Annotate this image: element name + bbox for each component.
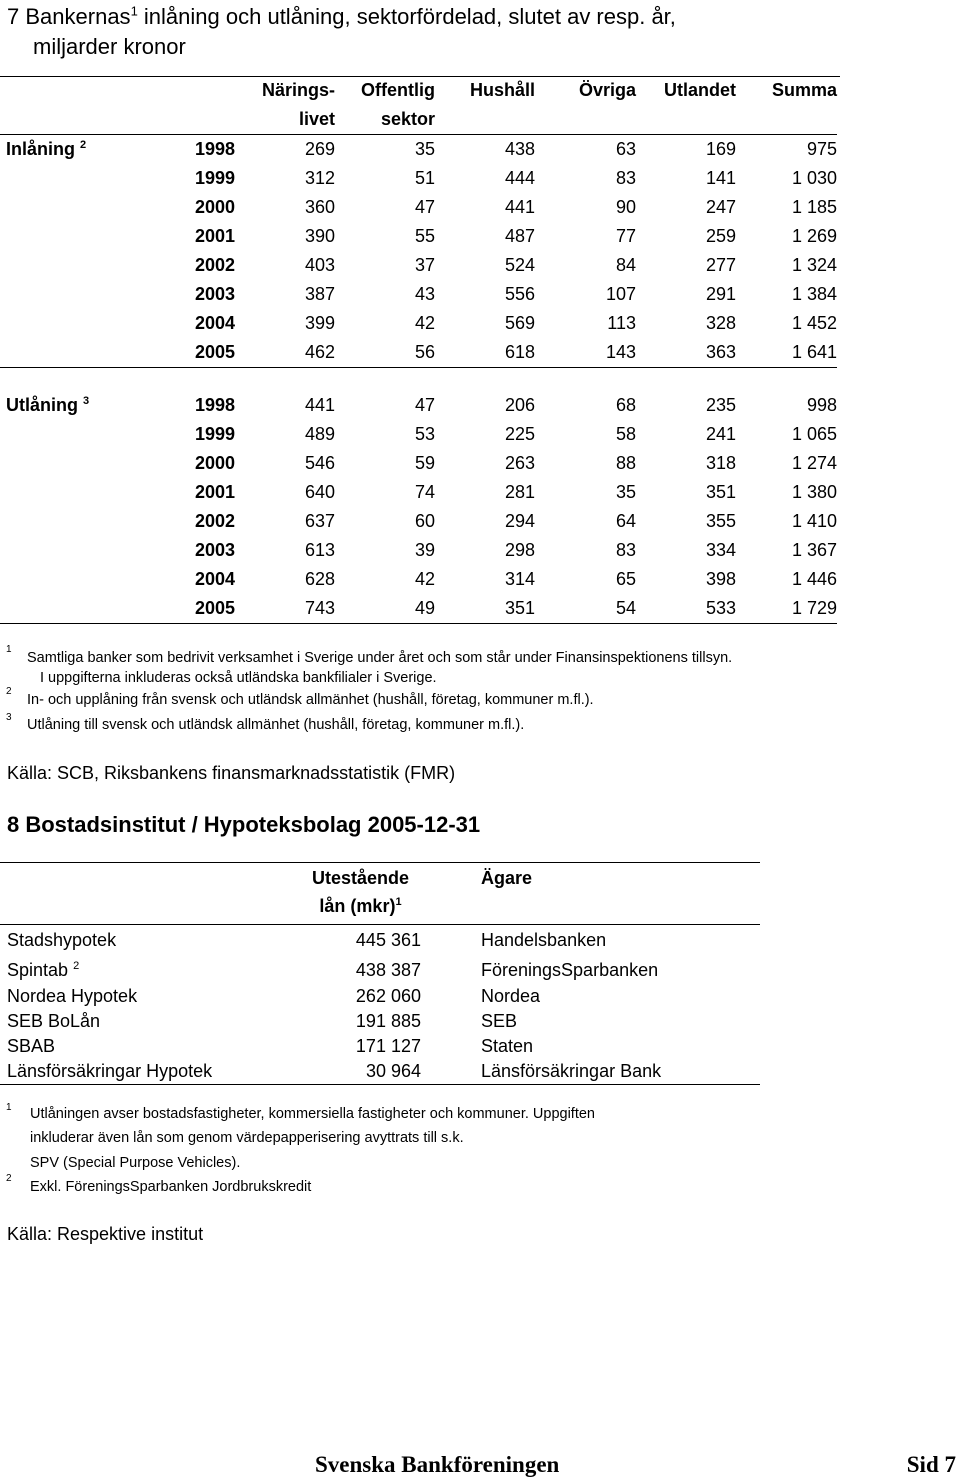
table-cell: 438 <box>504 139 535 159</box>
group-label <box>0 391 150 420</box>
table-cell: 58 <box>615 424 636 444</box>
owner-cell: SEB <box>481 1011 518 1031</box>
table-cell: 74 <box>414 482 435 502</box>
col-header: Offentlig <box>361 80 435 100</box>
table-row <box>0 391 837 420</box>
table-cell: 269 <box>304 139 335 159</box>
table-cell: 1 185 <box>791 197 837 217</box>
table-cell: 241 <box>705 424 736 444</box>
table-cell: 77 <box>615 226 636 246</box>
institute-name-cell <box>0 984 300 1009</box>
table-cell: 318 <box>705 453 736 473</box>
table-cell: 54 <box>615 598 636 618</box>
table-cell: 462 <box>304 342 335 362</box>
col-header-loans <box>300 862 421 925</box>
table-cell: 143 <box>605 342 636 362</box>
loans-cell: 191 885 <box>355 1011 421 1031</box>
table-7-group-inlaning <box>0 135 837 368</box>
table-cell: 35 <box>414 139 435 159</box>
row-year: 2000 <box>194 453 235 473</box>
table-cell: 83 <box>615 540 636 560</box>
section-8-source: Källa: Respektive institut <box>7 1224 204 1244</box>
table-row <box>0 1009 760 1034</box>
table-row <box>0 222 837 251</box>
section-7-title-line2: miljarder kronor <box>33 34 186 59</box>
table-cell: 113 <box>607 313 636 333</box>
row-year: 2003 <box>194 284 235 304</box>
table-cell: 1 269 <box>791 226 837 246</box>
table-cell: 37 <box>414 255 435 275</box>
table-cell: 60 <box>414 511 435 531</box>
table-cell: 1 030 <box>791 168 837 188</box>
table-cell: 351 <box>504 598 535 618</box>
table-cell: 42 <box>414 313 435 333</box>
table-cell: 1 452 <box>791 313 837 333</box>
institute-name-cell <box>0 1059 300 1085</box>
table-cell: 403 <box>304 255 335 275</box>
footer-page-number: Sid 7 <box>906 1452 956 1477</box>
table-cell: 225 <box>504 424 535 444</box>
institute-name-sup: 2 <box>73 959 80 972</box>
table-cell: 355 <box>705 511 736 531</box>
owner-cell: Nordea <box>481 986 541 1006</box>
section-7-number: 7 <box>7 4 20 29</box>
section-8-title: 8 Bostadsinstitut / Hypoteksbolag 2005-12-31 <box>7 812 481 837</box>
table-cell: 743 <box>304 598 335 618</box>
group-label <box>0 135 150 165</box>
table-row <box>0 536 837 565</box>
table-cell: 360 <box>304 197 335 217</box>
table-cell: 55 <box>414 226 435 246</box>
table-row <box>0 507 837 536</box>
footnote-2-line1: In- och upplåning från svensk och utländsk allmänhet (hushåll, företag, kommuner m.fl.). <box>27 692 594 708</box>
table-row <box>0 164 837 193</box>
table-row <box>0 135 837 165</box>
footer-publisher: Svenska Bankföreningen <box>315 1452 560 1477</box>
footnote-mark: 2 <box>6 1173 12 1184</box>
table-cell: 487 <box>504 226 535 246</box>
table-cell: 399 <box>304 313 335 333</box>
table-cell: 441 <box>304 395 335 415</box>
table-cell: 390 <box>304 226 335 246</box>
table-cell: 42 <box>414 569 435 589</box>
institute-name: Nordea Hypotek <box>7 986 138 1006</box>
table-row <box>0 984 760 1009</box>
row-year: 1999 <box>194 424 235 444</box>
table-cell: 533 <box>705 598 736 618</box>
row-year: 2004 <box>194 313 235 333</box>
row-year: 2002 <box>194 511 235 531</box>
section-7-source: Källa: SCB, Riksbankens finansmarknadsstatistik (FMR) <box>7 763 456 783</box>
table-8-body <box>0 925 760 1085</box>
row-year: 2003 <box>194 540 235 560</box>
section-7-title-sup: 1 <box>130 3 138 19</box>
table-7-group-utlaning <box>0 391 837 624</box>
table-cell: 63 <box>615 139 636 159</box>
section-7-title-part2: inlåning och utlåning, sektorfördelad, slutet av resp. år, <box>143 4 676 29</box>
group-label-sup: 2 <box>80 139 87 151</box>
institute-name-cell <box>0 1009 300 1034</box>
table-cell: 334 <box>705 540 736 560</box>
table-cell: 998 <box>806 395 837 415</box>
institute-name-cell <box>0 1034 300 1059</box>
table-cell: 628 <box>304 569 335 589</box>
institute-name: SEB BoLån <box>7 1011 101 1031</box>
table-cell: 39 <box>414 540 435 560</box>
row-year: 1998 <box>194 395 235 415</box>
table-cell: 1 729 <box>791 598 837 618</box>
col-header-line2: livet <box>298 109 335 129</box>
table-cell: 640 <box>304 482 335 502</box>
section-7-title <box>7 2 676 32</box>
table-cell: 314 <box>504 569 535 589</box>
table-row <box>0 478 837 507</box>
loans-cell: 262 060 <box>355 986 421 1006</box>
institute-name-cell <box>0 956 300 984</box>
row-year: 2001 <box>194 226 235 246</box>
table-cell: 489 <box>304 424 335 444</box>
s8-footnote-2-line1: Exkl. FöreningsSparbanken Jordbrukskredit <box>30 1179 312 1195</box>
table-cell: 83 <box>615 168 636 188</box>
row-year: 2002 <box>194 255 235 275</box>
owner-cell: FöreningsSparbanken <box>481 959 659 980</box>
group-label-text: Utlåning <box>6 395 78 415</box>
table-cell: 351 <box>705 482 736 502</box>
table-cell: 618 <box>504 342 535 362</box>
table-cell: 263 <box>504 453 535 473</box>
institute-name: Länsförsäkringar Hypotek <box>7 1061 213 1081</box>
table-cell: 235 <box>705 395 736 415</box>
institute-name: Spintab <box>7 959 69 980</box>
col-header-loans-sup: 1 <box>395 896 402 908</box>
owner-cell: Handelsbanken <box>481 930 607 950</box>
col-header-line2: sektor <box>380 109 435 129</box>
table-cell: 444 <box>504 168 535 188</box>
table-row <box>0 925 760 957</box>
table-cell: 1 641 <box>791 342 837 362</box>
s8-footnote-1-line1: Utlåningen avser bostadsfastigheter, kommersiella fastigheter och kommuner. Uppgiften <box>30 1106 595 1122</box>
table-cell: 975 <box>806 139 837 159</box>
table-row <box>0 280 837 309</box>
table-cell: 291 <box>705 284 736 304</box>
table-cell: 47 <box>414 395 435 415</box>
row-year: 2005 <box>194 598 235 618</box>
table-cell: 524 <box>504 255 535 275</box>
table-row <box>0 251 837 280</box>
table-cell: 294 <box>504 511 535 531</box>
table-cell: 387 <box>304 284 335 304</box>
col-header: Närings- <box>261 80 335 100</box>
s8-footnote-1-line2: inkluderar även lån som genom värdepapperisering avyttrats till s.k. <box>30 1130 464 1146</box>
table-row <box>0 193 837 222</box>
footnote-3-line1: Utlåning till svensk och utländsk allmänhet (hushåll, företag, kommuner m.fl.). <box>27 717 525 733</box>
row-year: 2004 <box>194 569 235 589</box>
table-cell: 613 <box>304 540 335 560</box>
table-cell: 141 <box>705 168 736 188</box>
row-year: 2000 <box>194 197 235 217</box>
table-cell: 281 <box>504 482 535 502</box>
row-year: 1999 <box>194 168 235 188</box>
table-cell: 312 <box>304 168 335 188</box>
table-cell: 1 384 <box>791 284 837 304</box>
row-year: 2001 <box>194 482 235 502</box>
table-row <box>0 565 837 594</box>
col-header-loans-line1: Utestående <box>311 868 410 888</box>
table-row <box>0 1059 760 1085</box>
table-7 <box>0 76 837 624</box>
table-cell: 53 <box>414 424 435 444</box>
table-cell: 328 <box>705 313 736 333</box>
s8-footnote-1-line3: SPV (Special Purpose Vehicles). <box>30 1155 241 1171</box>
table-cell: 51 <box>414 168 435 188</box>
table-cell: 247 <box>705 197 736 217</box>
table-cell: 277 <box>705 255 736 275</box>
table-cell: 59 <box>414 453 435 473</box>
table-cell: 206 <box>504 395 535 415</box>
table-cell: 1 380 <box>791 482 837 502</box>
loans-cell: 171 127 <box>355 1036 421 1056</box>
table-row <box>0 1034 760 1059</box>
institute-name-cell <box>0 925 300 957</box>
group-label-text: Inlåning <box>6 139 75 159</box>
table-cell: 47 <box>414 197 435 217</box>
footnote-1-line2: I uppgifterna inkluderas också utländska bankfilialer i Sverige. <box>40 670 437 686</box>
table-cell: 88 <box>615 453 636 473</box>
col-header: Summa <box>771 80 837 100</box>
table-cell: 637 <box>304 511 335 531</box>
table-cell: 56 <box>414 342 435 362</box>
table-cell: 363 <box>705 342 736 362</box>
table-cell: 1 446 <box>791 569 837 589</box>
table-cell: 298 <box>504 540 535 560</box>
table-cell: 556 <box>504 284 535 304</box>
table-row <box>0 338 837 368</box>
col-header: Utlandet <box>664 80 736 100</box>
footnote-1-line1: Samtliga banker som bedrivit verksamhet i Sverige under året och som står under Finansinspektionens tillsyn. <box>27 650 733 666</box>
col-header: Övriga <box>578 80 636 100</box>
table-row <box>0 309 837 338</box>
table-cell: 90 <box>615 197 636 217</box>
table-cell: 259 <box>705 226 736 246</box>
table-cell: 398 <box>705 569 736 589</box>
loans-cell: 445 361 <box>355 930 421 950</box>
loans-cell: 438 387 <box>355 959 421 980</box>
institute-name: SBAB <box>7 1036 56 1056</box>
table-cell: 84 <box>615 255 636 275</box>
table-cell: 1 367 <box>791 540 837 560</box>
col-header-owner: Ägare <box>481 868 533 888</box>
col-header-loans-line2: lån (mkr) <box>319 896 396 916</box>
table-cell: 546 <box>304 453 335 473</box>
table-cell: 64 <box>615 511 636 531</box>
row-year: 1998 <box>194 139 235 159</box>
table-cell: 1 274 <box>791 453 837 473</box>
col-header: Hushåll <box>469 80 535 100</box>
table-7-header-row-1 <box>0 76 837 105</box>
group-label-sup: 3 <box>83 395 90 407</box>
footnote-mark: 1 <box>6 644 12 655</box>
table-cell: 49 <box>414 598 435 618</box>
table-cell: 1 324 <box>791 255 837 275</box>
loans-cell: 30 964 <box>365 1061 421 1081</box>
table-cell: 569 <box>504 313 535 333</box>
footnote-mark: 1 <box>6 1102 12 1113</box>
owner-cell: Staten <box>481 1036 534 1056</box>
table-cell: 43 <box>414 284 435 304</box>
table-row <box>0 449 837 478</box>
table-row <box>0 420 837 449</box>
table-7-header-row-2 <box>0 105 837 135</box>
table-8 <box>0 862 760 1085</box>
section-7-title-part1: Bankernas <box>25 4 131 29</box>
institute-name: Stadshypotek <box>7 930 117 950</box>
table-cell: 35 <box>615 482 636 502</box>
table-cell: 1 410 <box>791 511 837 531</box>
table-row <box>0 956 760 984</box>
table-cell: 107 <box>605 284 636 304</box>
footnote-mark: 3 <box>6 712 12 723</box>
table-row <box>0 594 837 624</box>
table-cell: 441 <box>504 197 535 217</box>
table-8-header-row <box>0 862 760 925</box>
table-cell: 65 <box>615 569 636 589</box>
table-cell: 169 <box>705 139 736 159</box>
table-cell: 68 <box>615 395 636 415</box>
table-cell: 1 065 <box>791 424 837 444</box>
footnote-mark: 2 <box>6 686 12 697</box>
owner-cell: Länsförsäkringar Bank <box>481 1061 662 1081</box>
row-year: 2005 <box>194 342 235 362</box>
